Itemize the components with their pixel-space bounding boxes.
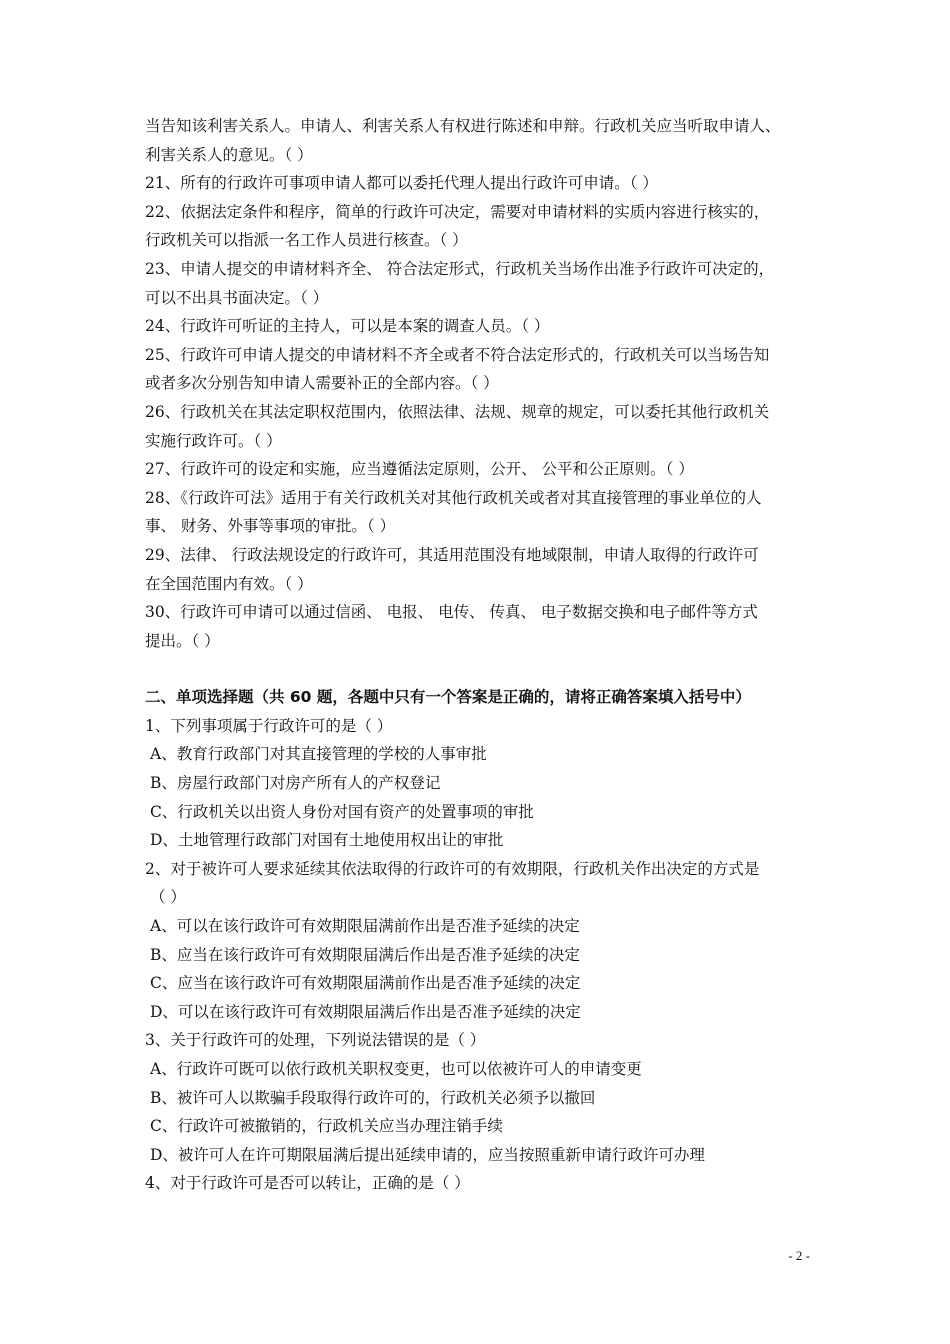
question-stem: 3、关于行政许可的处理，下列说法错误的是（ ） xyxy=(145,1031,486,1050)
true-false-section xyxy=(145,112,810,655)
tf-line: 行政机关可以指派一名工作人员进行核查。（ ） xyxy=(145,231,468,250)
tf-line: 利害关系人的意见。（ ） xyxy=(145,145,313,164)
tf-question-21: 21、所有的行政许可事项申请人都可以委托代理人提出行政许可申请。（ ） xyxy=(145,174,658,193)
tf-line: 提出。（ ） xyxy=(145,631,220,650)
question-stem: 4、对于行政许可是否可以转让，正确的是（ ） xyxy=(145,1174,470,1193)
section-heading: 二、单项选择题（共 60 题，各题中只有一个答案是正确的，请将正确答案填入括号中） xyxy=(145,688,751,707)
tf-question-29: 29、法律、 行政法规设定的行政许可，其适用范围没有地域限制，申请人取得的行政许可 xyxy=(145,545,759,564)
option-d: D、被许可人在许可期限届满后提出延续申请的，应当按照重新申请行政许可办理 xyxy=(150,1145,705,1164)
option-c: C、应当在该行政许可有效期限届满前作出是否准予延续的决定 xyxy=(150,974,581,993)
tf-question-24: 24、行政许可听证的主持人，可以是本案的调查人员。（ ） xyxy=(145,317,550,336)
document-page xyxy=(145,112,810,1198)
tf-line: 当告知该利害关系人。申请人、利害关系人有权进行陈述和申辩。行政机关应当听取申请人、 xyxy=(145,117,781,135)
multiple-choice-section xyxy=(145,683,810,1198)
question-2 xyxy=(145,855,810,1027)
tf-line: 事、 财务、外事等事项的审批。（ ） xyxy=(145,517,396,536)
tf-line: 可以不出具书面决定。（ ） xyxy=(145,288,329,307)
option-a: A、行政许可既可以依行政机关职权变更，也可以依被许可人的申请变更 xyxy=(150,1060,642,1078)
tf-question-26: 26、行政机关在其法定职权范围内，依照法律、法规、规章的规定，可以委托其他行政机关 xyxy=(145,402,770,421)
tf-line: 在全国范围内有效。（ ） xyxy=(145,574,313,593)
tf-line: 或者多次分别告知申请人需要补正的全部内容。（ ） xyxy=(145,374,499,393)
option-c: C、行政机关以出资人身份对国有资产的处置事项的审批 xyxy=(150,802,534,821)
option-c: C、行政许可被撤销的，行政机关应当办理注销手续 xyxy=(150,1117,503,1136)
option-d: D、可以在该行政许可有效期限届满后作出是否准予延续的决定 xyxy=(150,1002,581,1021)
option-a: A、教育行政部门对其直接管理的学校的人事审批 xyxy=(150,745,487,764)
tf-question-22: 22、依据法定条件和程序，简单的行政许可决定，需要对申请材料的实质内容进行核实的， xyxy=(145,202,770,221)
question-4 xyxy=(145,1169,810,1198)
option-a: A、可以在该行政许可有效期限届满前作出是否准予延续的决定 xyxy=(150,917,580,936)
tf-question-28: 28、《行政许可法》适用于有关行政机关对其他行政机关或者对其直接管理的事业单位的人 xyxy=(145,488,762,507)
option-d: D、土地管理行政部门对国有土地使用权出让的审批 xyxy=(150,831,504,850)
answer-bracket: （ ） xyxy=(150,888,186,907)
question-stem: 1、下列事项属于行政许可的是（ ） xyxy=(145,716,393,735)
option-b: B、房屋行政部门对房产所有人的产权登记 xyxy=(150,774,441,793)
tf-question-30: 30、行政许可申请可以通过信函、 电报、 电传、 传真、 电子数据交换和电子邮件等方式 xyxy=(145,603,758,622)
question-3 xyxy=(145,1026,810,1169)
tf-question-25: 25、行政许可申请人提交的申请材料不齐全或者不符合法定形式的，行政机关可以当场告知 xyxy=(145,345,770,364)
option-b: B、应当在该行政许可有效期限届满后作出是否准予延续的决定 xyxy=(150,945,580,964)
question-1 xyxy=(145,712,810,855)
option-b: B、被许可人以欺骗手段取得行政许可的，行政机关必须予以撤回 xyxy=(150,1088,596,1107)
page-number: - 2 - xyxy=(788,1248,810,1263)
section-gap xyxy=(145,655,810,683)
tf-question-27: 27、行政许可的设定和实施，应当遵循法定原则，公开、 公平和公正原则。（ ） xyxy=(145,460,694,479)
question-stem: 2、对于被许可人要求延续其依法取得的行政许可的有效期限，行政机关作出决定的方式是 xyxy=(145,859,760,878)
tf-question-23: 23、申请人提交的申请材料齐全、 符合法定形式，行政机关当场作出准予行政许可决定的， xyxy=(145,259,775,278)
tf-line: 实施行政许可。（ ） xyxy=(145,431,282,450)
